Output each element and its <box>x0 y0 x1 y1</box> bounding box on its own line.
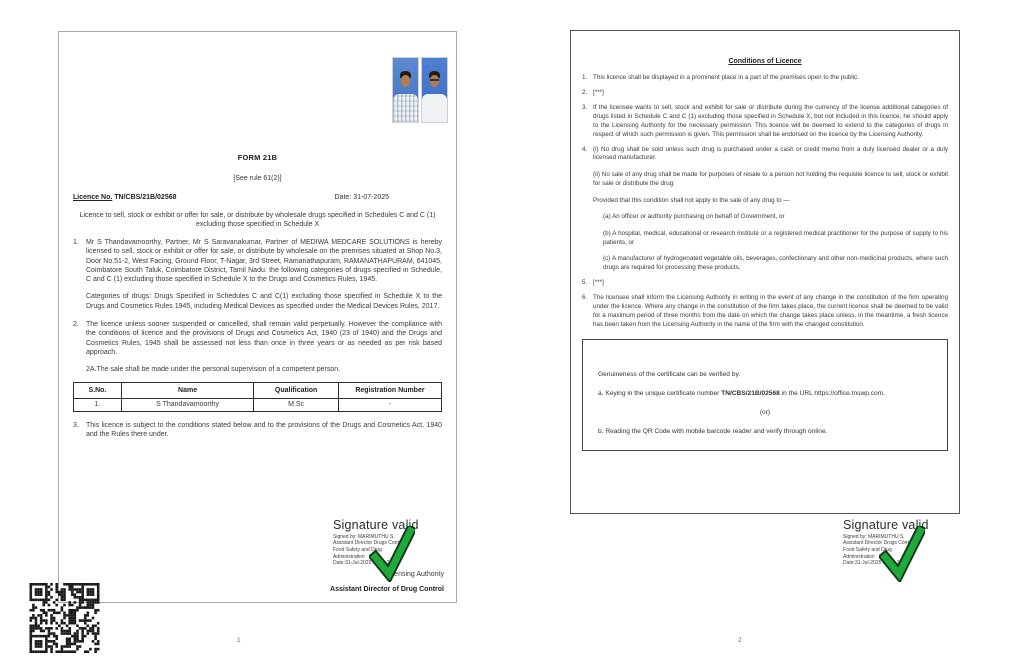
signer-title-line: Assistant Director Drugs Control, <box>333 540 406 547</box>
signed-by-line: Signed by: MARIMUTHU S, <box>843 533 905 540</box>
condition-6-number: 6. <box>582 294 588 302</box>
condition-1-number: 1. <box>582 74 588 81</box>
condition-3 <box>582 104 948 139</box>
partner-photo-2 <box>421 57 448 123</box>
licence-number-label: Licence No. <box>73 194 113 201</box>
verify-intro: Genuineness of the certificate can be verified by. <box>598 371 741 379</box>
signer-dept-line1: Food Safety and Drug <box>333 546 382 553</box>
signer-dept-line2: Administration <box>333 553 365 560</box>
licence-number-value: TN/CBS/21B/02568 <box>114 194 177 201</box>
partner-photos <box>392 57 448 123</box>
clause-1-text: Mr S Thandavamoorthy, Partner, Mr S Saravanakumar, Partner of MEDIWA MEDCARE SOLUTIONS is hereby licensed to sell, stock or exhibit or offer for sale, or distribute by wholesale on the premises situated at Shop No.3, Door No.51-2, West Facing, Ground Floor, T-Nagar, 3rd Street, Ramanathapuram, RAMANATHAPURAM, 641045, Coimbatore South Taluk, Coimbatore District, Tamil Nadu. the following categories of drugs specified in Schedule, C and C (1) excluding those specified in Schedule X to the Drugs and Cosmetics Rules, 1945. <box>86 239 442 284</box>
cell-qualification: M.Sc <box>254 398 339 411</box>
condition-6-text: The licensee shall inform the Licensing Authority in writing in the event of any change in the constitution of the firm operating under the licence. Where any change in the constitution of the firm takes place, the current licence shall be deemed to be valid for a maximum period of three months from the date on which the change takes place unless, in the meantime, a fresh licence has been taken from the Licensing Authority in the name of the firm with the changed constitution. <box>593 294 948 328</box>
condition-2-number: 2. <box>582 89 588 97</box>
green-check-icon <box>879 526 925 582</box>
licence-number <box>73 194 177 201</box>
condition-4b-text: (b) A hospital, medical, educational or research institute or a registered medical practitioner for the purpose of supply to his patients, or <box>603 229 948 246</box>
clause-1-number: 1. <box>73 239 79 246</box>
verify-or: (or) <box>759 409 771 417</box>
condition-4-i-text: (i) No drug shall be sold unless such drug is purchased under a cash or credit memo from a duly licensed dealer or a duly licensed manufacturer. <box>593 145 948 162</box>
clause-2a-text: 2A.The sale shall be made under the personal supervision of a competent person. <box>86 366 341 374</box>
signature-date-line: Date:31-Jul-2025 17:29:23 <box>333 560 393 567</box>
condition-3-number: 3. <box>582 104 588 112</box>
verify-a-suffix: in the URL https://office.tnswp.com. <box>779 390 885 398</box>
condition-5-number: 5. <box>582 279 588 287</box>
table-header-row <box>74 382 442 398</box>
condition-4-proviso: Provided that this condition shall not apply to the sale of any drug to — <box>593 196 790 204</box>
rule-reference: [See rule 61(2)] <box>233 175 282 182</box>
col-registration-number: Registration Number <box>338 382 441 398</box>
clause-2-number: 2. <box>73 321 79 329</box>
condition-5 <box>582 279 948 288</box>
signature-stamp-page1 <box>333 518 453 567</box>
photo-white-shirt <box>422 94 447 122</box>
verify-option-b: b. Reading the QR Code with mobile barcode reader and verify through online. <box>598 428 828 436</box>
photo-checked-shirt <box>393 94 418 122</box>
condition-2 <box>582 89 948 98</box>
condition-2-text: [***] <box>593 89 604 97</box>
licence-header-row <box>73 194 442 201</box>
licence-subtitle: Licence to sell, stock or exhibit or offer for sale, or distribute by wholesale drugs specified in Schedules C and C (1) excluding those specified in Schedule X <box>79 212 436 228</box>
condition-4-number: 4. <box>582 145 588 153</box>
col-sno: S.No. <box>74 382 122 398</box>
condition-4c-text: (c) A manufacturer of hydrogenated vegetable oils, beverages, confectionary and other non-medicinal products, where such drugs are required for processing these products. <box>603 255 948 272</box>
partner-photo-1 <box>392 57 419 123</box>
form-title: FORM 21B <box>237 153 278 162</box>
photo-face <box>430 75 439 87</box>
signer-title-line: Assistant Director Drugs Control, <box>843 540 916 547</box>
condition-4a-text: (a) An officer or authority purchasing on behalf of Government, or <box>603 213 785 221</box>
assistant-director-label: Assistant Director of Drug Control <box>330 586 444 593</box>
clause-3 <box>73 421 442 440</box>
licensing-authority-label: Licensing Authority <box>385 571 444 578</box>
table-row <box>74 398 442 411</box>
conditions-title: Conditions of Licence <box>728 58 802 65</box>
green-check-icon <box>369 526 415 582</box>
condition-1 <box>582 74 948 83</box>
verify-a-prefix: a. Keying in the unique certificate number <box>598 390 722 398</box>
verify-option-a <box>598 390 932 397</box>
signature-valid-text: Signature valid <box>333 518 419 532</box>
signer-dept-line1: Food Safety and Drug <box>843 546 892 553</box>
signer-dept-line2: Administration <box>843 553 875 560</box>
condition-4-ii-text: (ii) No sale of any drug shall be made for purposes of resale to a person not holding the requisite licence to sell, stock or exhibit for sale or distribute the drug: <box>593 171 948 187</box>
signed-by-line: Signed by: MARIMUTHU S, <box>333 533 395 540</box>
clause-1 <box>73 238 442 311</box>
photo-glasses <box>430 79 439 81</box>
col-qualification: Qualification <box>254 382 339 398</box>
cell-name: S Thandavamoorthy <box>121 398 253 411</box>
licence-date: Date: 31-07-2025 <box>334 194 389 201</box>
condition-3-text: If the licensee wants to sell, stock and exhibit for sale or distribute during the currency of the license additional categories of drugs listed in Schedule C and C (1) excluding those specified in Schedule X, but not included in this licence, he should apply to the Licensing Authority for the necessary permission. This licence will be deemed to extend to the categories of drugs in respect of which such permission is given. This permission shall be endorsed on the licence by the Licensing Authority. <box>593 104 948 138</box>
signature-stamp-page2 <box>843 518 963 567</box>
cell-sno: 1. <box>74 398 122 411</box>
clause-3-text: This licence is subject to the conditions stated below and to the provisions of the Drugs and Cosmetics Act, 1940 and the Rules there under. <box>86 421 442 438</box>
condition-1-text: This licence shall be displayed in a prominent place in a part of the premises open to the public. <box>593 74 860 81</box>
verify-box <box>582 339 948 451</box>
page-number-1: 1 <box>237 637 241 644</box>
signature-date-line: Date:31-Jul-2025 17:29:23 <box>843 560 903 567</box>
condition-4 <box>582 146 948 273</box>
page-number-2: 2 <box>738 637 742 644</box>
clause-2 <box>73 320 442 374</box>
supervision-table <box>73 382 442 412</box>
cell-registration-number: - <box>338 398 441 411</box>
verify-cert-number: TN/CBS/21B/02568 <box>721 390 780 398</box>
condition-6 <box>582 294 948 329</box>
qr-code <box>28 583 101 653</box>
condition-5-text: [***] <box>593 279 604 287</box>
photo-face <box>401 75 410 87</box>
licence-page-2 <box>570 30 960 514</box>
clause-2-text: The licence unless sooner suspended or cancelled, shall remain valid perpetually. However the compliance with the conditions of licence and the provisions of Drugs and Cosmetics Act, 1940 (23 of 1940) and the Drugs and Cosmetics Rules, 1945 shall be assessed not less than once in three years or as needed as per risk based approach. <box>86 321 442 356</box>
clause-1-categories: Categories of drugs: Drugs Specified in Schedules C and C(1) excluding those specified in Schedule X to the Drugs and Cosmetics Rules 1945, including Medical Devices as specified under the Medical Devices Rules, 2017. <box>86 293 442 310</box>
col-name: Name <box>121 382 253 398</box>
signature-valid-text: Signature valid <box>843 518 929 532</box>
clause-3-number: 3. <box>73 421 79 429</box>
